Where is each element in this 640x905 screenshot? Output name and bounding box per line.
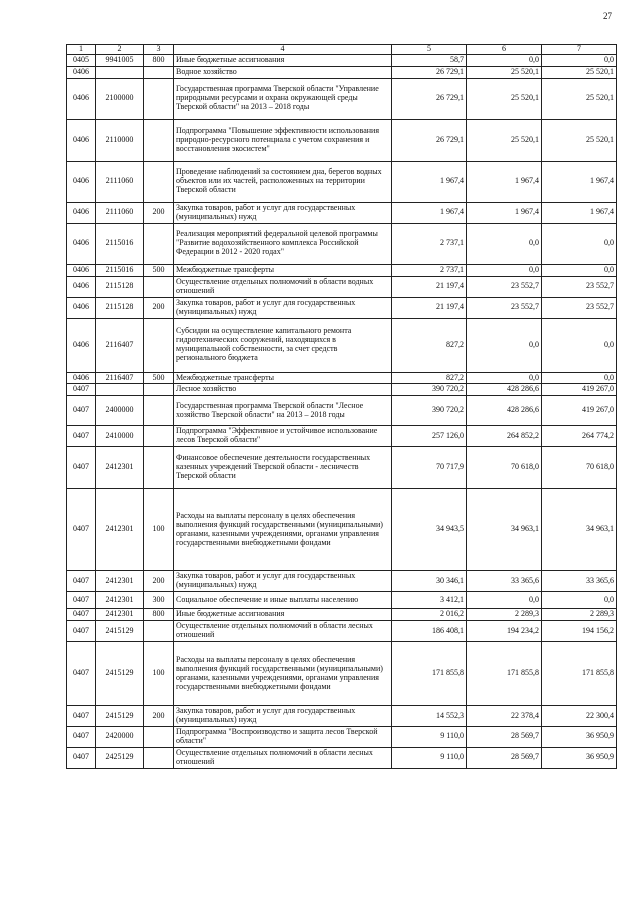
target-code: 2115016 bbox=[96, 264, 144, 276]
amount-2014: 428 286,6 bbox=[467, 396, 542, 426]
expense-type: 200 bbox=[144, 706, 174, 727]
amount-2014: 0,0 bbox=[467, 372, 542, 384]
table-row bbox=[67, 706, 617, 727]
section-code: 0407 bbox=[67, 489, 96, 571]
expense-type bbox=[144, 161, 174, 202]
item-name: Иные бюджетные ассигнования bbox=[174, 54, 392, 66]
expense-type bbox=[144, 426, 174, 447]
amount-2015: 0,0 bbox=[542, 318, 617, 372]
amount-2013: 827,2 bbox=[392, 372, 467, 384]
amount-2013: 1 967,4 bbox=[392, 202, 467, 223]
amount-2013: 9 110,0 bbox=[392, 727, 467, 748]
amount-2014: 0,0 bbox=[467, 223, 542, 264]
target-code: 2116407 bbox=[96, 318, 144, 372]
item-name: Подпрограмма "Повышение эффективности использования природно-ресурсного потенциала с учетом сохранения и восстановления экосистем" bbox=[174, 119, 392, 161]
section-code: 0407 bbox=[67, 642, 96, 706]
section-code: 0406 bbox=[67, 223, 96, 264]
amount-2013: 26 729,1 bbox=[392, 119, 467, 161]
target-code: 2420000 bbox=[96, 727, 144, 748]
item-name: Лесное хозяйство bbox=[174, 384, 392, 396]
section-code: 0405 bbox=[67, 54, 96, 66]
table-row bbox=[67, 202, 617, 223]
amount-2014: 23 552,7 bbox=[467, 276, 542, 297]
table-row bbox=[67, 54, 617, 66]
table-row bbox=[67, 264, 617, 276]
section-code: 0406 bbox=[67, 78, 96, 119]
item-name: Закупка товаров, работ и услуг для государственных (муниципальных) нужд bbox=[174, 706, 392, 727]
amount-2015: 22 300,4 bbox=[542, 706, 617, 727]
expense-type: 200 bbox=[144, 297, 174, 318]
expense-type: 800 bbox=[144, 54, 174, 66]
amount-2014: 33 365,6 bbox=[467, 571, 542, 592]
amount-2013: 257 126,0 bbox=[392, 426, 467, 447]
budget-table bbox=[66, 44, 617, 769]
amount-2013: 390 720,2 bbox=[392, 396, 467, 426]
section-code: 0407 bbox=[67, 621, 96, 642]
section-code: 0406 bbox=[67, 161, 96, 202]
table-row bbox=[67, 396, 617, 426]
item-name: Проведение наблюдений за состоянием дна, берегов водных объектов или их частей, расположенных на территории Тверской области bbox=[174, 161, 392, 202]
item-name: Иные бюджетные ассигнования bbox=[174, 609, 392, 621]
amount-2013: 2 737,1 bbox=[392, 264, 467, 276]
item-name: Межбюджетные трансферты bbox=[174, 372, 392, 384]
item-name: Социальное обеспечение и иные выплаты населению bbox=[174, 592, 392, 609]
amount-2013: 2 016,2 bbox=[392, 609, 467, 621]
table-row bbox=[67, 447, 617, 489]
amount-2015: 0,0 bbox=[542, 592, 617, 609]
amount-2014: 2 289,3 bbox=[467, 609, 542, 621]
target-code: 2115128 bbox=[96, 297, 144, 318]
amount-2013: 1 967,4 bbox=[392, 161, 467, 202]
amount-2015: 0,0 bbox=[542, 372, 617, 384]
amount-2014: 25 520,1 bbox=[467, 66, 542, 78]
table-row bbox=[67, 642, 617, 706]
amount-2014: 428 286,6 bbox=[467, 384, 542, 396]
target-code: 2100000 bbox=[96, 78, 144, 119]
section-code: 0406 bbox=[67, 318, 96, 372]
amount-2014: 23 552,7 bbox=[467, 297, 542, 318]
expense-type bbox=[144, 223, 174, 264]
table-row bbox=[67, 372, 617, 384]
expense-type bbox=[144, 396, 174, 426]
amount-2015: 25 520,1 bbox=[542, 66, 617, 78]
page-number: 27 bbox=[603, 11, 612, 21]
amount-2013: 390 720,2 bbox=[392, 384, 467, 396]
expense-type: 300 bbox=[144, 592, 174, 609]
amount-2014: 28 569,7 bbox=[467, 727, 542, 748]
expense-type bbox=[144, 318, 174, 372]
amount-2015: 23 552,7 bbox=[542, 297, 617, 318]
amount-2015: 23 552,7 bbox=[542, 276, 617, 297]
target-code: 2415129 bbox=[96, 621, 144, 642]
amount-2013: 26 729,1 bbox=[392, 66, 467, 78]
section-code: 0407 bbox=[67, 396, 96, 426]
amount-2014: 25 520,1 bbox=[467, 78, 542, 119]
amount-2014: 70 618,0 bbox=[467, 447, 542, 489]
column-header: 6 bbox=[467, 45, 542, 55]
amount-2015: 70 618,0 bbox=[542, 447, 617, 489]
table-row bbox=[67, 297, 617, 318]
amount-2014: 0,0 bbox=[467, 264, 542, 276]
column-header: 1 bbox=[67, 45, 96, 55]
item-name: Закупка товаров, работ и услуг для государственных (муниципальных) нужд bbox=[174, 202, 392, 223]
expense-type bbox=[144, 727, 174, 748]
amount-2014: 194 234,2 bbox=[467, 621, 542, 642]
table-row bbox=[67, 747, 617, 768]
amount-2013: 30 346,1 bbox=[392, 571, 467, 592]
amount-2015: 25 520,1 bbox=[542, 78, 617, 119]
table-header bbox=[67, 45, 617, 55]
section-code: 0406 bbox=[67, 202, 96, 223]
amount-2013: 9 110,0 bbox=[392, 747, 467, 768]
amount-2015: 0,0 bbox=[542, 223, 617, 264]
expense-type: 200 bbox=[144, 202, 174, 223]
expense-type: 500 bbox=[144, 264, 174, 276]
amount-2013: 70 717,9 bbox=[392, 447, 467, 489]
section-code: 0406 bbox=[67, 66, 96, 78]
amount-2015: 171 855,8 bbox=[542, 642, 617, 706]
expense-type: 200 bbox=[144, 571, 174, 592]
column-header: 5 bbox=[392, 45, 467, 55]
expense-type bbox=[144, 747, 174, 768]
amount-2015: 34 963,1 bbox=[542, 489, 617, 571]
amount-2014: 22 378,4 bbox=[467, 706, 542, 727]
table-row bbox=[67, 66, 617, 78]
target-code: 9941005 bbox=[96, 54, 144, 66]
amount-2014: 28 569,7 bbox=[467, 747, 542, 768]
target-code bbox=[96, 384, 144, 396]
amount-2014: 0,0 bbox=[467, 592, 542, 609]
amount-2015: 419 267,0 bbox=[542, 396, 617, 426]
amount-2015: 194 156,2 bbox=[542, 621, 617, 642]
item-name: Осуществление отдельных полномочий в области водных отношений bbox=[174, 276, 392, 297]
target-code: 2425129 bbox=[96, 747, 144, 768]
table-row bbox=[67, 78, 617, 119]
amount-2013: 186 408,1 bbox=[392, 621, 467, 642]
expense-type: 500 bbox=[144, 372, 174, 384]
expense-type: 100 bbox=[144, 642, 174, 706]
amount-2013: 34 943,5 bbox=[392, 489, 467, 571]
table-row bbox=[67, 621, 617, 642]
item-name: Государственная программа Тверской области "Лесное хозяйство Тверской области" на 2013 – 2018 годы bbox=[174, 396, 392, 426]
amount-2014: 0,0 bbox=[467, 318, 542, 372]
table-row bbox=[67, 276, 617, 297]
amount-2014: 0,0 bbox=[467, 54, 542, 66]
section-code: 0407 bbox=[67, 609, 96, 621]
target-code: 2415129 bbox=[96, 642, 144, 706]
item-name: Межбюджетные трансферты bbox=[174, 264, 392, 276]
table-row bbox=[67, 489, 617, 571]
amount-2014: 34 963,1 bbox=[467, 489, 542, 571]
target-code: 2111060 bbox=[96, 161, 144, 202]
target-code: 2410000 bbox=[96, 426, 144, 447]
table-row bbox=[67, 384, 617, 396]
item-name: Подпрограмма "Воспроизводство и защита лесов Тверской области" bbox=[174, 727, 392, 748]
table-row bbox=[67, 318, 617, 372]
target-code: 2110000 bbox=[96, 119, 144, 161]
expense-type bbox=[144, 276, 174, 297]
amount-2013: 58,7 bbox=[392, 54, 467, 66]
amount-2015: 419 267,0 bbox=[542, 384, 617, 396]
table-row bbox=[67, 727, 617, 748]
target-code: 2116407 bbox=[96, 372, 144, 384]
amount-2013: 2 737,1 bbox=[392, 223, 467, 264]
amount-2013: 3 412,1 bbox=[392, 592, 467, 609]
column-number-row bbox=[67, 45, 617, 55]
amount-2015: 36 950,9 bbox=[542, 727, 617, 748]
section-code: 0406 bbox=[67, 264, 96, 276]
item-name: Финансовое обеспечение деятельности государственных казенных учреждений Тверской области - лесничеств Тверской области bbox=[174, 447, 392, 489]
amount-2014: 1 967,4 bbox=[467, 202, 542, 223]
target-code: 2412301 bbox=[96, 592, 144, 609]
amount-2015: 2 289,3 bbox=[542, 609, 617, 621]
table-row bbox=[67, 161, 617, 202]
section-code: 0407 bbox=[67, 384, 96, 396]
item-name: Осуществление отдельных полномочий в области лесных отношений bbox=[174, 621, 392, 642]
item-name: Закупка товаров, работ и услуг для государственных (муниципальных) нужд bbox=[174, 297, 392, 318]
item-name: Государственная программа Тверской области "Управление природными ресурсами и охрана окружающей среды Тверской области" на 2013 – 2018 годы bbox=[174, 78, 392, 119]
amount-2015: 1 967,4 bbox=[542, 202, 617, 223]
expense-type bbox=[144, 119, 174, 161]
column-header: 2 bbox=[96, 45, 144, 55]
amount-2014: 25 520,1 bbox=[467, 119, 542, 161]
expense-type bbox=[144, 66, 174, 78]
section-code: 0406 bbox=[67, 372, 96, 384]
table-row bbox=[67, 592, 617, 609]
expense-type bbox=[144, 384, 174, 396]
section-code: 0407 bbox=[67, 447, 96, 489]
expense-type: 800 bbox=[144, 609, 174, 621]
amount-2015: 25 520,1 bbox=[542, 119, 617, 161]
amount-2015: 33 365,6 bbox=[542, 571, 617, 592]
item-name: Водное хозяйство bbox=[174, 66, 392, 78]
amount-2014: 264 852,2 bbox=[467, 426, 542, 447]
amount-2014: 1 967,4 bbox=[467, 161, 542, 202]
expense-type bbox=[144, 78, 174, 119]
amount-2015: 0,0 bbox=[542, 264, 617, 276]
section-code: 0406 bbox=[67, 276, 96, 297]
section-code: 0406 bbox=[67, 119, 96, 161]
table-row bbox=[67, 119, 617, 161]
section-code: 0406 bbox=[67, 297, 96, 318]
section-code: 0407 bbox=[67, 426, 96, 447]
item-name: Реализация мероприятий федеральной целевой программы "Развитие водохозяйственного комплекса Российской Федерации в 2012 - 2020 годах" bbox=[174, 223, 392, 264]
column-header: 3 bbox=[144, 45, 174, 55]
table-body bbox=[67, 54, 617, 768]
section-code: 0407 bbox=[67, 706, 96, 727]
amount-2014: 171 855,8 bbox=[467, 642, 542, 706]
item-name: Субсидии на осуществление капитального ремонта гидротехнических сооружений, находящихся в муниципальной собственности, за счет средств регионального бюджета bbox=[174, 318, 392, 372]
expense-type bbox=[144, 447, 174, 489]
column-header: 7 bbox=[542, 45, 617, 55]
item-name: Расходы на выплаты персоналу в целях обеспечения выполнения функций государственными (муниципальными) органами, казенными учреждениями, органами управления государственными внебюджетными фондами bbox=[174, 489, 392, 571]
amount-2013: 21 197,4 bbox=[392, 276, 467, 297]
target-code: 2115016 bbox=[96, 223, 144, 264]
target-code: 2111060 bbox=[96, 202, 144, 223]
target-code: 2412301 bbox=[96, 571, 144, 592]
item-name: Подпрограмма "Эффективное и устойчивое использование лесов Тверской области" bbox=[174, 426, 392, 447]
table-row bbox=[67, 609, 617, 621]
target-code: 2115128 bbox=[96, 276, 144, 297]
amount-2015: 0,0 bbox=[542, 54, 617, 66]
amount-2015: 36 950,9 bbox=[542, 747, 617, 768]
table-row bbox=[67, 223, 617, 264]
amount-2013: 21 197,4 bbox=[392, 297, 467, 318]
amount-2013: 26 729,1 bbox=[392, 78, 467, 119]
section-code: 0407 bbox=[67, 747, 96, 768]
target-code: 2412301 bbox=[96, 447, 144, 489]
section-code: 0407 bbox=[67, 727, 96, 748]
amount-2013: 827,2 bbox=[392, 318, 467, 372]
item-name: Осуществление отдельных полномочий в области лесных отношений bbox=[174, 747, 392, 768]
amount-2015: 264 774,2 bbox=[542, 426, 617, 447]
table-row bbox=[67, 571, 617, 592]
item-name: Расходы на выплаты персоналу в целях обеспечения выполнения функций государственными (муниципальными) органами, казенными учреждениями, органами управления государственными внебюджетными фондами bbox=[174, 642, 392, 706]
target-code: 2412301 bbox=[96, 489, 144, 571]
target-code: 2415129 bbox=[96, 706, 144, 727]
amount-2013: 14 552,3 bbox=[392, 706, 467, 727]
amount-2015: 1 967,4 bbox=[542, 161, 617, 202]
target-code: 2400000 bbox=[96, 396, 144, 426]
expense-type bbox=[144, 621, 174, 642]
table-row bbox=[67, 426, 617, 447]
column-header: 4 bbox=[174, 45, 392, 55]
target-code: 2412301 bbox=[96, 609, 144, 621]
expense-type: 100 bbox=[144, 489, 174, 571]
item-name: Закупка товаров, работ и услуг для государственных (муниципальных) нужд bbox=[174, 571, 392, 592]
amount-2013: 171 855,8 bbox=[392, 642, 467, 706]
target-code bbox=[96, 66, 144, 78]
section-code: 0407 bbox=[67, 571, 96, 592]
section-code: 0407 bbox=[67, 592, 96, 609]
